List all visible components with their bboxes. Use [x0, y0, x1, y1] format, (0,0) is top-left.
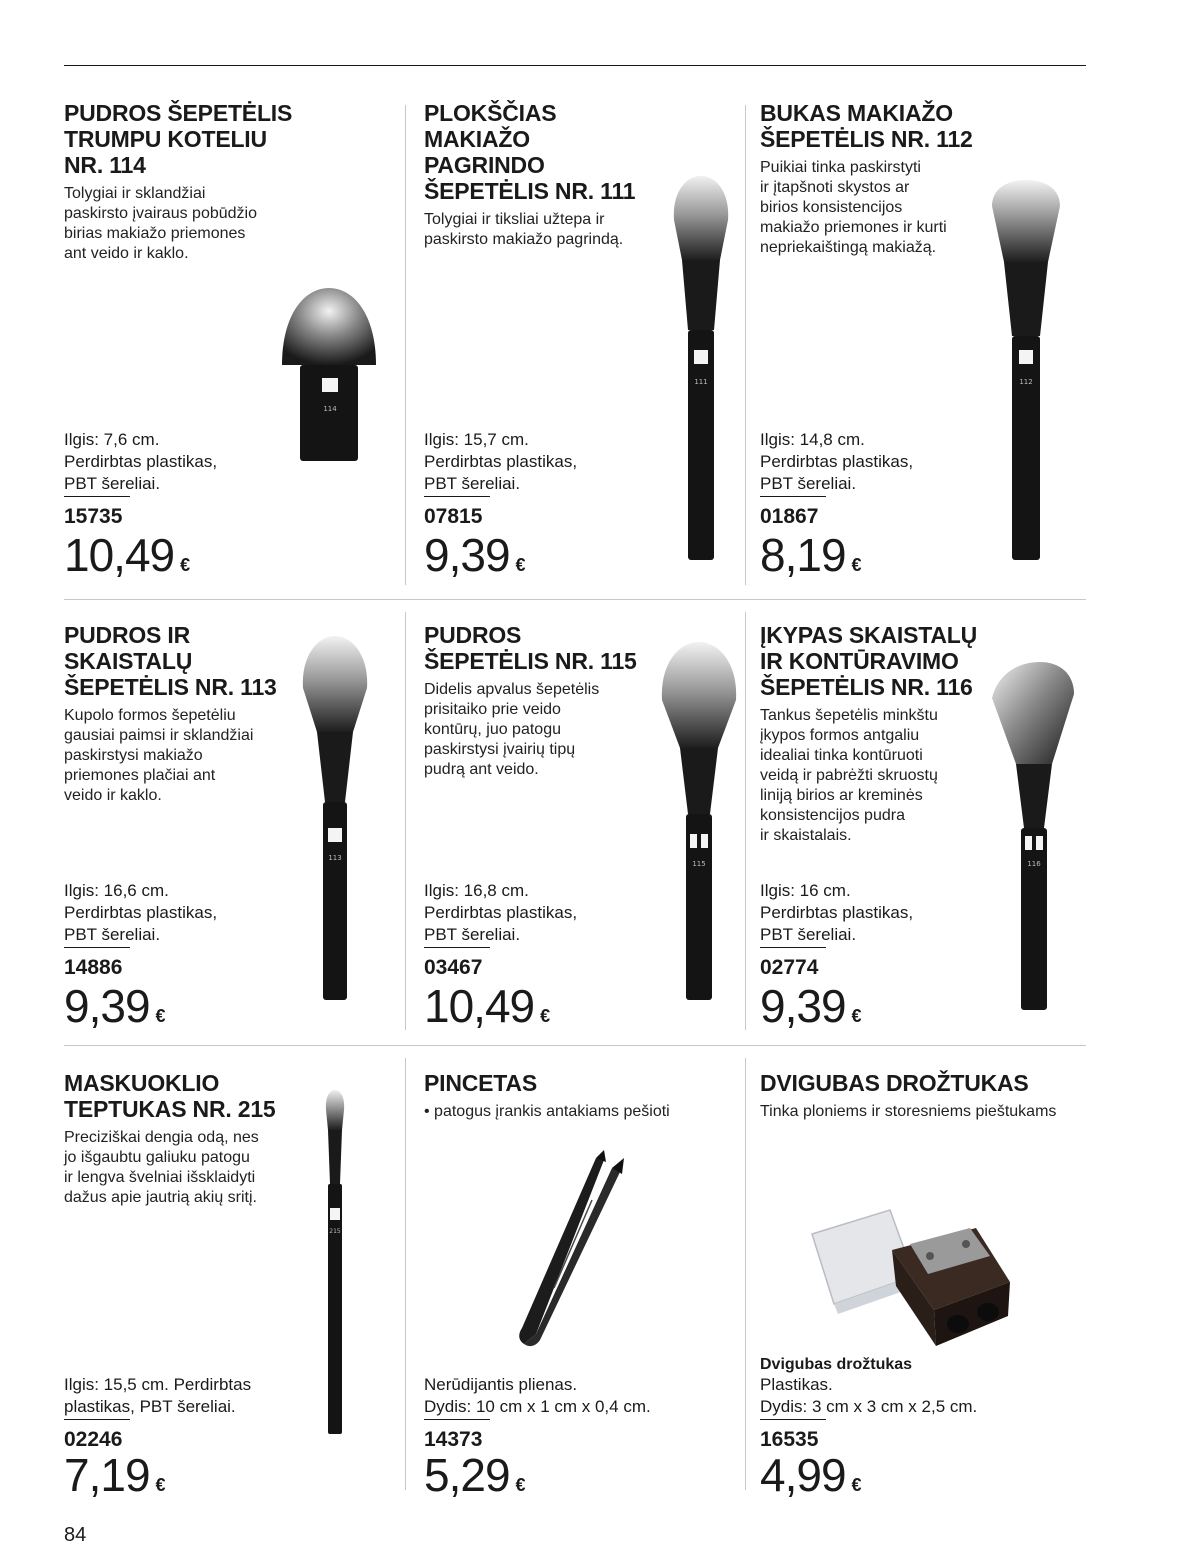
product-specs: Ilgis: 14,8 cm. Perdirbtas plastikas, PBT šereliai.	[760, 430, 914, 493]
code-underline	[64, 947, 130, 948]
product-description: Didelis apvalus šepetėlis prisitaiko prie veido kontūrų, juo patogu paskirstysi įvairių tipų pudrą ant veido.	[424, 681, 600, 778]
product-card	[64, 622, 394, 1032]
currency-symbol: €	[180, 555, 191, 575]
product-card	[760, 100, 1090, 580]
product-price	[424, 529, 526, 581]
blunt-makeup-brush-icon	[988, 176, 1064, 564]
product-description: Kupolo formos šepetėliu gausiai paimsi ir sklandžiai paskirstysi makiažo priemones plačiai ant veido ir kaklo.	[64, 707, 254, 804]
brush-number: 112	[1019, 378, 1033, 386]
product-price	[64, 529, 191, 581]
product-specs: Plastikas. Dydis: 3 cm x 3 cm x 2,5 cm.	[760, 1375, 978, 1416]
product-card	[760, 622, 1090, 1032]
column-divider	[405, 105, 406, 585]
product-price	[424, 1449, 526, 1501]
product-title: DVIGUBAS DROŽTUKAS	[760, 1070, 1029, 1096]
currency-symbol: €	[851, 555, 862, 575]
powder-brush-icon	[656, 638, 742, 1004]
product-card	[424, 100, 754, 580]
product-price	[64, 1449, 166, 1501]
top-rule	[64, 65, 1086, 66]
currency-symbol: €	[515, 1475, 526, 1495]
currency-symbol: €	[540, 1006, 551, 1026]
column-divider	[405, 612, 406, 1030]
brush-number: 215	[329, 1228, 341, 1235]
column-divider	[405, 1058, 406, 1490]
product-specs: Ilgis: 15,5 cm. Perdirbtas plastikas, PBT šereliai.	[64, 1375, 252, 1416]
brush-number: 114	[323, 405, 337, 413]
product-code: 14886	[64, 956, 123, 979]
currency-symbol: €	[851, 1006, 862, 1026]
code-underline	[760, 496, 826, 497]
price-amount: 9,39	[64, 980, 150, 1032]
product-specs: Ilgis: 16,6 cm. Perdirbtas plastikas, PBT šereliai.	[64, 881, 218, 944]
price-amount: 5,29	[424, 1449, 510, 1501]
product-code: 02774	[760, 956, 819, 979]
brush-number: 111	[694, 378, 708, 386]
product-title: BUKAS MAKIAŽO ŠEPETĖLIS NR. 112	[760, 100, 973, 152]
currency-symbol: €	[851, 1475, 862, 1495]
price-amount: 10,49	[424, 980, 535, 1032]
product-title: PUDROS IR SKAISTALŲ ŠEPETĖLIS NR. 113	[64, 622, 277, 700]
brush-number: 116	[1027, 860, 1041, 868]
product-code: 02246	[64, 1428, 123, 1451]
brush-number: 115	[692, 860, 706, 868]
currency-symbol: €	[515, 555, 526, 575]
angled-contour-brush-icon	[988, 658, 1078, 1014]
powder-blush-brush-icon	[297, 632, 373, 1004]
product-specs: Ilgis: 16 cm. Perdirbtas plastikas, PBT šereliai.	[760, 881, 914, 944]
flat-foundation-brush-icon	[666, 172, 736, 564]
product-card	[64, 1070, 394, 1520]
product-description: • patogus įrankis antakiams pešioti	[424, 1103, 670, 1120]
code-underline	[760, 1419, 826, 1420]
product-code: 07815	[424, 505, 483, 528]
product-title: PUDROS ŠEPETĖLIS NR. 115	[424, 622, 637, 674]
product-code: 14373	[424, 1428, 483, 1451]
price-amount: 10,49	[64, 529, 175, 581]
code-underline	[64, 1419, 130, 1420]
code-underline	[64, 496, 130, 497]
product-specs: Ilgis: 7,6 cm. Perdirbtas plastikas, PBT šereliai.	[64, 430, 218, 493]
spec-title: Dvigubas drožtukas	[760, 1356, 913, 1373]
product-description: Puikiai tinka paskirstyti ir įtapšnoti skystos ar birios konsistencijos makiažo priemones ir kurti nepriekaištingą makiažą.	[760, 159, 947, 256]
product-title: ĮKYPAS SKAISTALŲ IR KONTŪRAVIMO ŠEPETĖLIS NR. 116	[760, 622, 978, 700]
product-title: PUDROS ŠEPETĖLIS TRUMPU KOTELIU NR. 114	[64, 100, 293, 178]
product-code: 01867	[760, 505, 819, 528]
product-specs: Ilgis: 16,8 cm. Perdirbtas plastikas, PBT šereliai.	[424, 881, 578, 944]
product-title: PINCETAS	[424, 1070, 537, 1096]
product-price	[760, 529, 862, 581]
product-title: PLOKŠČIAS MAKIAŽO PAGRINDO ŠEPETĖLIS NR. 111	[424, 100, 636, 204]
code-underline	[424, 947, 490, 948]
product-price	[424, 980, 551, 1032]
product-card	[64, 100, 394, 580]
product-price	[64, 980, 166, 1032]
brush-number: 113	[328, 854, 342, 862]
code-underline	[424, 1419, 490, 1420]
tweezers-icon	[514, 1148, 630, 1350]
product-description: Preciziškai dengia odą, nes jo išgaubtu galiuku patogu ir lengva švelniai išsklaidyti dažus apie jautrią akių sritį.	[64, 1129, 259, 1206]
product-code: 16535	[760, 1428, 819, 1451]
product-code: 15735	[64, 505, 123, 528]
product-card	[760, 1070, 1090, 1520]
price-amount: 8,19	[760, 529, 846, 581]
currency-symbol: €	[155, 1475, 166, 1495]
product-description: Tolygiai ir tiksliai užtepa ir paskirsto makiažo pagrindą.	[424, 211, 624, 248]
product-description: Tinka ploniems ir storesniems pieštukams	[760, 1103, 1057, 1120]
kabuki-brush-icon	[274, 280, 384, 465]
code-underline	[424, 496, 490, 497]
code-underline	[760, 947, 826, 948]
currency-symbol: €	[155, 1006, 166, 1026]
double-sharpener-icon	[806, 1198, 1016, 1348]
price-amount: 9,39	[760, 980, 846, 1032]
row-divider	[64, 599, 1086, 600]
product-title: MASKUOKLIO TEPTUKAS NR. 215	[64, 1070, 276, 1122]
price-amount: 4,99	[760, 1449, 846, 1501]
product-description: Tolygiai ir sklandžiai paskirsto įvairaus pobūdžio birias makiažo priemones ant veido ir kaklo.	[64, 185, 257, 262]
price-amount: 9,39	[424, 529, 510, 581]
row-divider	[64, 1045, 1086, 1046]
product-description: Tankus šepetėlis minkštu įkypos formos antgaliu idealiai tinka kontūruoti veidą ir pabrėžti skruostų liniją birios ar kreminės konsistencijos pudra ir skaistalais.	[760, 707, 938, 844]
product-specs: Ilgis: 15,7 cm. Perdirbtas plastikas, PBT šereliai.	[424, 430, 578, 493]
price-amount: 7,19	[64, 1449, 150, 1501]
product-specs: Nerūdijantis plienas. Dydis: 10 cm x 1 cm x 0,4 cm.	[424, 1375, 651, 1416]
product-price	[760, 980, 862, 1032]
page-number: 84	[64, 1524, 87, 1546]
product-card	[424, 1070, 754, 1520]
product-code: 03467	[424, 956, 483, 979]
concealer-brush-icon	[320, 1088, 350, 1438]
product-price	[760, 1449, 862, 1501]
product-card	[424, 622, 754, 1032]
